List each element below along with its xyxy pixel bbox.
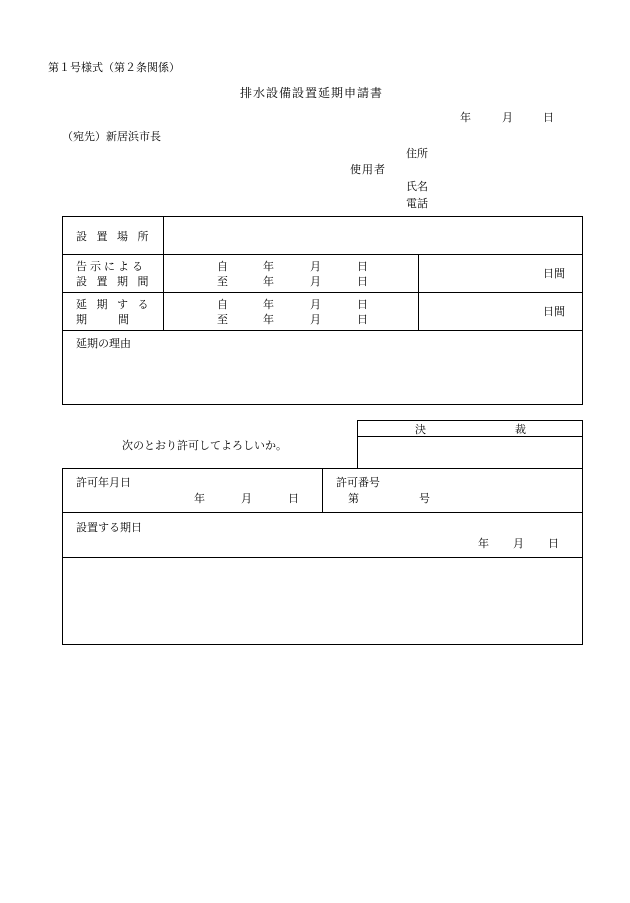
extension-days-unit: 日間 bbox=[543, 305, 565, 318]
permit-date-label: 許可年月日 bbox=[76, 476, 131, 489]
notice-from-year: 年 bbox=[263, 260, 274, 273]
reason-label: 延期の理由 bbox=[76, 337, 131, 350]
table-label-divider bbox=[163, 216, 164, 331]
extension-from-year: 年 bbox=[263, 298, 274, 311]
location-field[interactable] bbox=[165, 218, 581, 253]
extension-from-label: 自 bbox=[217, 298, 228, 311]
notice-from-day: 日 bbox=[357, 260, 368, 273]
notice-label-line1: 告示による bbox=[76, 260, 146, 273]
extension-to-day: 日 bbox=[357, 313, 368, 326]
remarks-field[interactable] bbox=[64, 559, 581, 643]
notice-to-month: 月 bbox=[310, 275, 321, 288]
name-label: 氏名 bbox=[406, 180, 428, 193]
header-year-label: 年 bbox=[460, 111, 471, 124]
reason-field[interactable] bbox=[64, 352, 581, 403]
page-title: 排水設備設置延期申請書 bbox=[240, 86, 384, 100]
notice-days-unit: 日間 bbox=[543, 267, 565, 280]
permit-number-suffix: 号 bbox=[419, 492, 430, 505]
header-day-label: 日 bbox=[543, 111, 554, 124]
location-label: 設 置 場 所 bbox=[76, 230, 152, 243]
applicant-role: 使用者 bbox=[350, 163, 386, 176]
address-label: 住所 bbox=[406, 147, 428, 160]
form-number: 第１号様式（第２条関係） bbox=[48, 61, 180, 74]
permit-number-label: 許可番号 bbox=[336, 476, 380, 489]
approval-question: 次のとおり許可してよろしいか。 bbox=[122, 439, 287, 452]
table-row-divider-1 bbox=[62, 254, 583, 255]
table-row-divider-3 bbox=[62, 330, 583, 331]
permit-row-divider-2 bbox=[62, 557, 583, 558]
table-row-divider-2 bbox=[62, 292, 583, 293]
install-date-month: 月 bbox=[513, 537, 524, 550]
notice-from-label: 自 bbox=[217, 260, 228, 273]
extension-label-line1: 延 期 す る bbox=[76, 298, 152, 311]
notice-to-day: 日 bbox=[357, 275, 368, 288]
extension-label-line2: 期 間 bbox=[76, 313, 132, 326]
extension-to-label: 至 bbox=[217, 313, 228, 326]
permit-number-prefix: 第 bbox=[348, 492, 359, 505]
phone-label: 電話 bbox=[406, 197, 428, 210]
install-date-year: 年 bbox=[478, 537, 489, 550]
permit-column-divider bbox=[322, 468, 323, 513]
header-month-label: 月 bbox=[502, 111, 513, 124]
decision-header-divider bbox=[357, 436, 583, 437]
permit-date-day: 日 bbox=[288, 492, 299, 505]
notice-to-year: 年 bbox=[263, 275, 274, 288]
permit-date-year: 年 bbox=[194, 492, 205, 505]
addressee: （宛先）新居浜市長 bbox=[62, 130, 161, 143]
decision-label-1: 決 bbox=[415, 423, 426, 436]
notice-to-label: 至 bbox=[217, 275, 228, 288]
install-date-label: 設置する期日 bbox=[76, 521, 142, 534]
decision-stamp-field[interactable] bbox=[359, 438, 581, 467]
permit-date-month: 月 bbox=[241, 492, 252, 505]
notice-from-month: 月 bbox=[310, 260, 321, 273]
extension-from-day: 日 bbox=[357, 298, 368, 311]
decision-label-2: 裁 bbox=[515, 423, 526, 436]
extension-to-year: 年 bbox=[263, 313, 274, 326]
extension-to-month: 月 bbox=[310, 313, 321, 326]
permit-row-divider-1 bbox=[62, 512, 583, 513]
extension-from-month: 月 bbox=[310, 298, 321, 311]
notice-label-line2: 設 置 期 間 bbox=[76, 275, 152, 288]
install-date-day: 日 bbox=[548, 537, 559, 550]
table-days-divider bbox=[418, 254, 419, 331]
